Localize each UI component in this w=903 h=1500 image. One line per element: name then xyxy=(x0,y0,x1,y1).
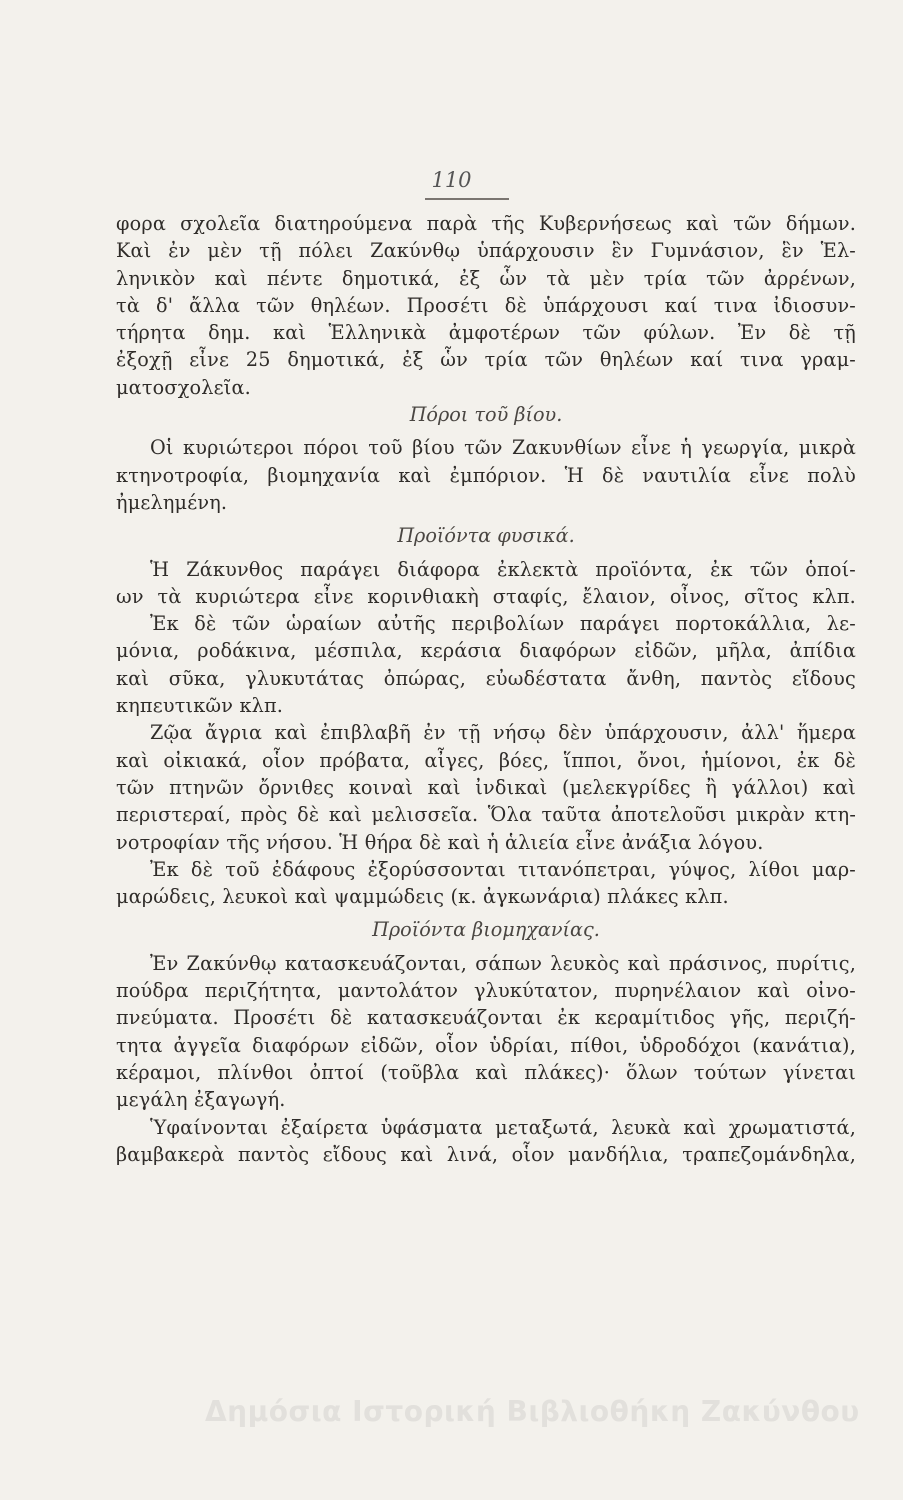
text-line: Καὶ ἐν μὲν τῇ πόλει Ζακύνθῳ ὑπάρχουσιν ἓν Γυμνάσιον, ἓν Ἑλ- xyxy=(116,239,856,263)
paragraph-schools xyxy=(116,210,856,401)
text-line: καὶ σῦκα, γλυκυτάτας ὀπώρας, εὐωδέστατα ἄνθη, παντὸς εἴδους xyxy=(116,666,856,690)
text-line: βαμβακερὰ παντὸς εἴδους καὶ λινά, οἷον μανδήλια, τραπεζομάνδηλα, xyxy=(116,1142,856,1166)
page-number: 110 xyxy=(431,168,472,192)
text-line: Ἡ Ζάκυνθος παράγει διάφορα ἐκλεκτὰ προϊόντα, ἐκ τῶν ὁποί- xyxy=(150,557,856,581)
text-line: καὶ οἰκιακά, οἷον πρόβατα, αἶγες, βόες, ἵπποι, ὄνοι, ἡμίονοι, ἐκ δὲ xyxy=(116,748,856,772)
text-line: ων τὰ κυριώτερα εἶνε κορινθιακὴ σταφίς, ἔλαιον, οἶνος, σῖτος κλπ. xyxy=(116,584,856,608)
section-industrial-products xyxy=(116,910,856,1168)
library-watermark: Δημόσια Ιστορική Βιβλιοθήκη Ζακύνθου xyxy=(205,1395,860,1428)
text-line: τητα ἀγγεῖα διαφόρων εἰδῶν, οἷον ὑδρίαι, πίθοι, ὑδροδόχοι (κανάτια), xyxy=(116,1033,856,1057)
text-line: κτηνοτροφία, βιομηχανία καὶ ἐμπόριον. Ἡ δὲ ναυτιλία εἶνε πολὺ xyxy=(116,463,856,487)
section-natural-products xyxy=(116,516,856,910)
section-heading: Πόροι τοῦ βίου. xyxy=(409,403,563,427)
text-line: τῶν πτηνῶν ὄρνιθες κοιναὶ καὶ ἰνδικαὶ (μελεκγρίδες ἢ γάλλοι) καὶ xyxy=(116,775,856,799)
text-line: νοτροφίαν τῆς νήσου. Ἡ θήρα δὲ καὶ ἡ ἁλιεία εἶνε ἀνάξια λόγου. xyxy=(116,830,764,854)
text-line: ἠμελημένη. xyxy=(116,490,228,514)
text-line: κέραμοι, πλίνθοι ὀπτοί (τοῦβλα καὶ πλάκες)· ὅλων τούτων γίνεται xyxy=(116,1060,856,1084)
section-heading: Προϊόντα φυσικά. xyxy=(397,524,575,548)
section-livelihood xyxy=(116,401,856,516)
text-line: κηπευτικῶν κλπ. xyxy=(116,694,284,718)
text-line: μόνια, ροδάκινα, μέσπιλα, κεράσια διαφόρων εἰδῶν, μῆλα, ἀπίδια xyxy=(116,639,856,663)
text-line: Ἐκ δὲ τῶν ὡραίων αὐτῆς περιβολίων παράγει πορτοκάλλια, λε- xyxy=(150,612,856,636)
text-line: ἐξοχῇ εἶνε 25 δημοτικά, ἐξ ὧν τρία τῶν θηλέων καί τινα γραμ- xyxy=(116,348,856,372)
text-line: πούδρα περιζήτητα, μαντολάτον γλυκύτατον, πυρηνέλαιον καὶ οἰνο- xyxy=(116,979,856,1003)
text-line: ματοσχολεῖα. xyxy=(116,375,251,399)
section-heading: Προϊόντα βιομηχανίας. xyxy=(372,918,600,942)
text-line: Ὑφαίνονται ἐξαίρετα ὑφάσματα μεταξωτά, λευκὰ καὶ χρωματιστά, xyxy=(150,1115,856,1139)
page-number-rule xyxy=(425,198,509,200)
text-line: ληνικὸν καὶ πέντε δημοτικά, ἐξ ὧν τὰ μὲν τρία τῶν ἀρρένων, xyxy=(116,266,856,290)
text-line: Ἐκ δὲ τοῦ ἐδάφους ἐξορύσσονται τιτανόπετραι, γύψος, λίθοι μαρ- xyxy=(150,857,856,881)
text-line: Ἐν Ζακύνθῳ κατασκευάζονται, σάπων λευκὸς καὶ πράσινος, πυρίτις, xyxy=(150,951,856,975)
text-line: τὰ δ' ἄλλα τῶν θηλέων. Προσέτι δὲ ὑπάρχουσι καί τινα ἰδιοσυν- xyxy=(116,293,856,317)
text-line: Οἱ κυριώτεροι πόροι τοῦ βίου τῶν Ζακυνθίων εἶνε ἡ γεωργία, μικρὰ xyxy=(150,436,856,460)
text-block xyxy=(116,210,856,1168)
text-line: Ζῷα ἄγρια καὶ ἐπιβλαβῆ ἐν τῇ νήσῳ δὲν ὑπάρχουσιν, ἀλλ' ἥμερα xyxy=(150,721,856,745)
text-line: τήρητα δημ. καὶ Ἑλληνικὰ ἀμφοτέρων τῶν φύλων. Ἐν δὲ τῇ xyxy=(116,321,856,345)
text-line: φορα σχολεῖα διατηρούμενα παρὰ τῆς Κυβερνήσεως καὶ τῶν δήμων. xyxy=(116,212,856,235)
text-line: περιστεραί, πρὸς δὲ καὶ μελισσεῖα. Ὅλα ταῦτα ἀποτελοῦσι μικρὰν κτη- xyxy=(116,803,856,827)
text-line: πνεύματα. Προσέτι δὲ κατασκευάζονται ἐκ κεραμίτιδος γῆς, περιζή- xyxy=(116,1006,856,1030)
text-line: μαρώδεις, λευκοὶ καὶ ψαμμώδεις (κ. ἀγκωνάρια) πλάκες κλπ. xyxy=(116,885,729,909)
text-line: μεγάλη ἐξαγωγή. xyxy=(116,1088,286,1112)
